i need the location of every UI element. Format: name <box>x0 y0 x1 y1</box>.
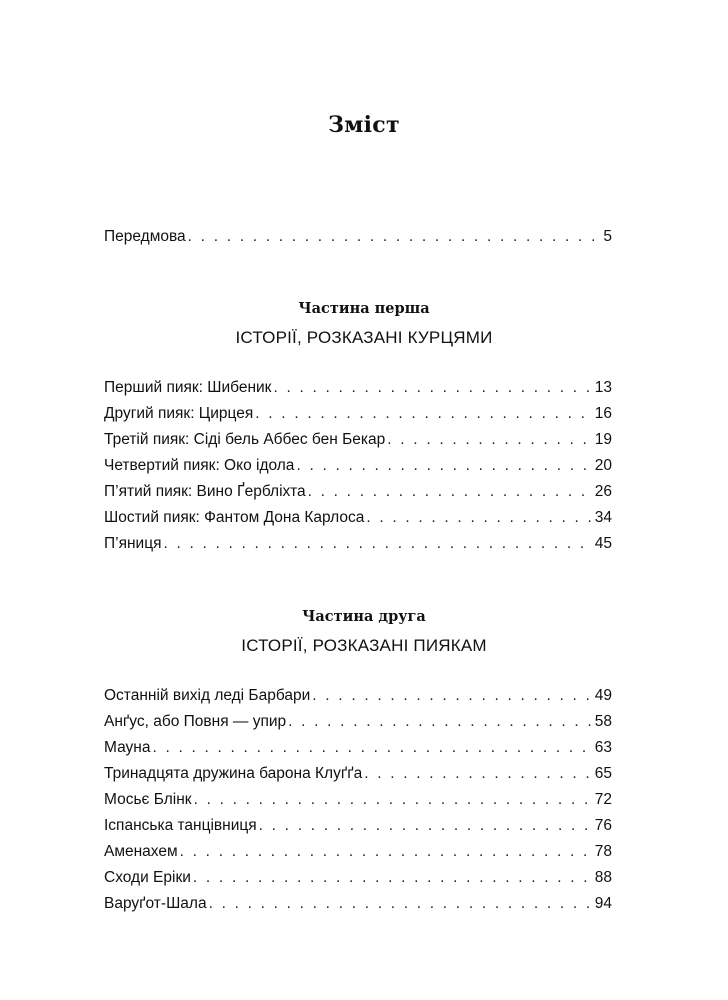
toc-entry <box>104 868 612 888</box>
toc-entry-title: П’ятий пияк: Вино Ґербліхта <box>104 483 306 500</box>
dot-leader <box>188 227 602 247</box>
toc-entry-title: Другий пияк: Цирцея <box>104 405 254 422</box>
toc-entry-title: П’яниця <box>104 535 162 552</box>
dot-leader <box>312 686 592 706</box>
toc-entry-page: 76 <box>594 817 612 834</box>
toc-entry-page: 13 <box>594 379 612 396</box>
dot-leader <box>259 816 593 836</box>
toc-entry-title: Четвертий пияк: Око ідола <box>104 457 295 474</box>
toc-entry <box>104 764 612 784</box>
toc-entry-title: Мосьє Блінк <box>104 791 192 808</box>
toc-entry <box>104 430 612 450</box>
toc-entry-title: Анґус, або Повня — упир <box>104 713 287 730</box>
dot-leader <box>255 404 592 424</box>
dot-leader <box>152 738 592 758</box>
toc-entry-page: 5 <box>603 228 612 245</box>
dot-leader <box>163 534 592 554</box>
dot-leader <box>364 764 593 784</box>
toc-entry-page: 88 <box>594 869 612 886</box>
toc-entry <box>104 894 612 914</box>
toc-entry-title: Третій пияк: Сіді бель Аббес бен Бекар <box>104 431 386 448</box>
part-label: Частина друга <box>302 608 426 625</box>
toc-entry-title: Сходи Еріки <box>104 869 191 886</box>
dot-leader <box>308 482 593 502</box>
toc-entry-title: Варуґот-Шала <box>104 895 207 912</box>
toc-entry-title: Іспанська танцівниця <box>104 817 257 834</box>
toc-entry-title: Останній вихід леді Барбари <box>104 687 311 704</box>
dot-leader <box>366 508 592 528</box>
toc-entry-preface <box>104 227 612 247</box>
toc-entry <box>104 790 612 810</box>
toc-entry <box>104 482 612 502</box>
toc-entry-title: Перший пияк: Шибеник <box>104 379 272 396</box>
toc-entry <box>104 686 612 706</box>
dot-leader <box>194 790 593 810</box>
toc-entry-page: 20 <box>594 457 612 474</box>
toc-entry-page: 49 <box>594 687 612 704</box>
toc-entry-page: 78 <box>594 843 612 860</box>
toc-entry <box>104 508 612 528</box>
toc-entry-title: Аменахем <box>104 843 178 860</box>
toc-entry-title: Тринадцята дружина барона Клуґґа <box>104 765 363 782</box>
part-title: ІСТОРІЇ, РОЗКАЗАНІ КУРЦЯМИ <box>235 328 493 347</box>
dot-leader <box>387 430 592 450</box>
part-title: ІСТОРІЇ, РОЗКАЗАНІ ПИЯКАМ <box>241 636 487 655</box>
toc-entry-title: Мауна <box>104 739 151 756</box>
dot-leader <box>273 378 592 398</box>
dot-leader <box>193 868 593 888</box>
toc-entry-page: 19 <box>594 431 612 448</box>
toc-entry-page: 72 <box>594 791 612 808</box>
toc-entry-page: 63 <box>594 739 612 756</box>
toc-entry-title: Передмова <box>104 228 186 245</box>
toc-entry-page: 94 <box>594 895 612 912</box>
toc-entry-page: 58 <box>594 713 612 730</box>
toc-entry <box>104 842 612 862</box>
toc-entry <box>104 534 612 554</box>
toc-entry <box>104 456 612 476</box>
toc-entry-page: 16 <box>594 405 612 422</box>
toc-entry-page: 45 <box>594 535 612 552</box>
toc-entry <box>104 712 612 732</box>
part-label: Частина перша <box>298 300 430 317</box>
dot-leader <box>209 894 593 914</box>
dot-leader <box>180 842 593 862</box>
toc-entry-page: 26 <box>594 483 612 500</box>
dot-leader <box>288 712 593 732</box>
toc-entry-page: 65 <box>594 765 612 782</box>
toc-entry-title: Шостий пияк: Фантом Дона Карлоса <box>104 509 365 526</box>
dot-leader <box>296 456 592 476</box>
toc-entry <box>104 738 612 758</box>
page-title: Зміст <box>328 112 400 138</box>
toc-entry-page: 34 <box>594 509 612 526</box>
toc-entry <box>104 378 612 398</box>
toc-entry <box>104 816 612 836</box>
toc-entry <box>104 404 612 424</box>
